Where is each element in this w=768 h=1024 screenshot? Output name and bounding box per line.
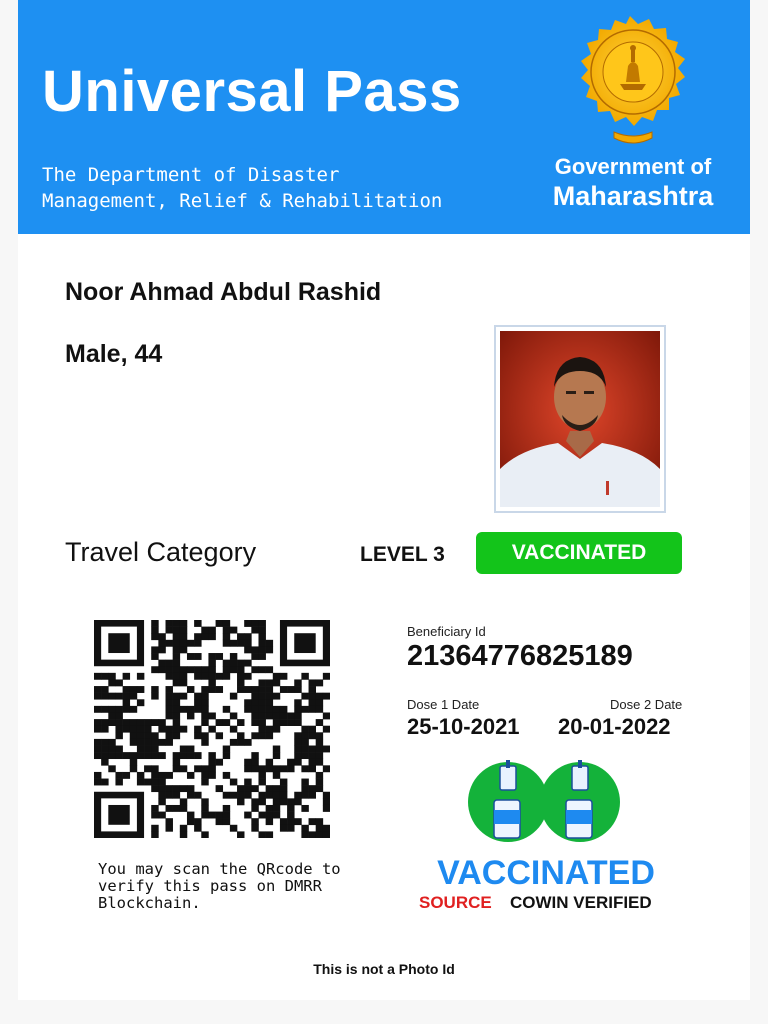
government-line-1: Government of	[554, 154, 712, 179]
department-line-1: The Department of Disaster	[42, 164, 340, 186]
holder-gender-age: Male, 44	[65, 340, 163, 368]
government-line-2: Maharashtra	[552, 181, 714, 211]
person-photo-icon	[500, 331, 660, 507]
two-dose-vaccine-icon	[464, 760, 624, 844]
universal-pass-card	[18, 0, 750, 1000]
source-label: SOURCE	[419, 893, 492, 912]
vaccine-dose-2-icon	[540, 760, 620, 842]
beneficiary-id-value: 21364776825189	[407, 640, 633, 672]
source-value: COWIN VERIFIED	[510, 893, 652, 912]
maharashtra-seal-icon	[554, 14, 706, 154]
travel-level: LEVEL 3	[360, 543, 445, 566]
travel-category-label: Travel Category	[65, 537, 257, 567]
dose2-date-label: Dose 2 Date	[610, 697, 683, 712]
beneficiary-id-label: Beneficiary Id	[407, 624, 486, 639]
dose1-date-label: Dose 1 Date	[407, 697, 480, 712]
photo-id-disclaimer: This is not a Photo Id	[313, 961, 455, 977]
holder-name: Noor Ahmad Abdul Rashid	[65, 278, 382, 306]
qr-caption: You may scan the QRcode to verify this pass on DMRR Blockchain.	[98, 860, 341, 912]
verification-qr-code[interactable]	[94, 620, 330, 838]
vaccinated-status-label: VACCINATED	[437, 854, 655, 892]
vaccinated-badge: VACCINATED	[476, 532, 682, 574]
pass-title: Universal Pass	[42, 59, 462, 124]
holder-photo	[494, 325, 666, 513]
department-line-2: Management, Relief & Rehabilitation	[42, 190, 443, 212]
department-name	[42, 162, 442, 214]
government-label	[538, 154, 728, 212]
dose1-date-value: 25-10-2021	[407, 714, 520, 739]
vaccine-dose-1-icon	[468, 760, 548, 842]
pass-header	[18, 0, 750, 234]
dose2-date-value: 20-01-2022	[558, 714, 671, 739]
